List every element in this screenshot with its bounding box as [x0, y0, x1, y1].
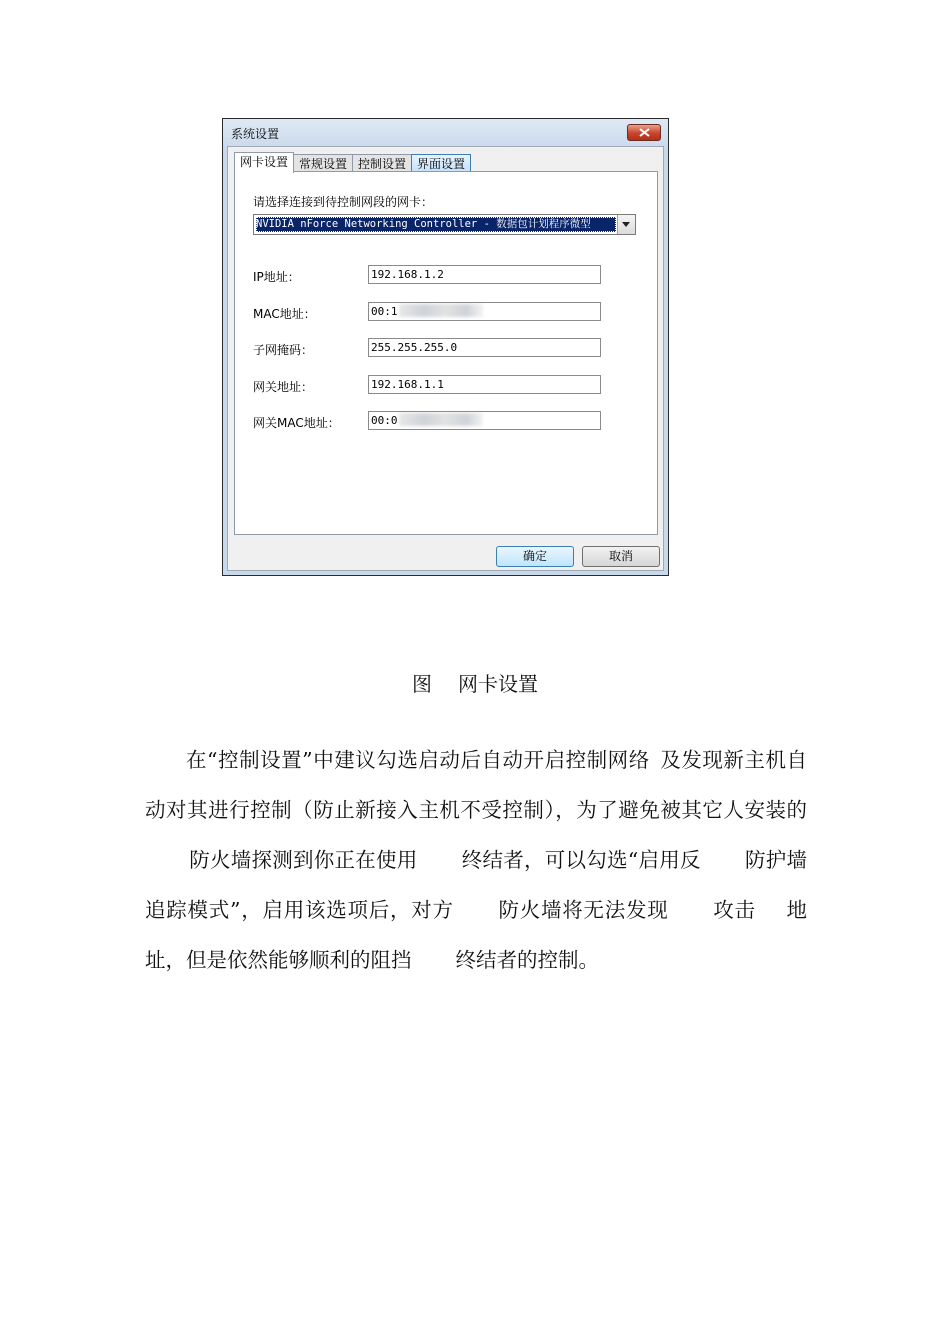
gateway-mac-blur-mask — [399, 413, 483, 426]
paragraph-segment: 地址，但是依然能够顺利的阻挡 — [145, 898, 808, 972]
ok-button[interactable]: 确定 — [496, 546, 574, 567]
mac-value: 00:1 — [371, 305, 398, 318]
title-bar[interactable] — [223, 119, 668, 145]
subnet-mask-field[interactable] — [368, 338, 601, 357]
ip-label: IP地址： — [253, 270, 300, 284]
gateway-mac-label: 网关MAC地址： — [253, 416, 340, 430]
tab-network-card[interactable]: 网卡设置 — [234, 152, 294, 173]
paragraph-segment: 终结者，可以勾选“启用反 — [461, 848, 701, 872]
body-paragraph — [145, 735, 807, 985]
ip-field[interactable] — [368, 265, 601, 284]
tab-interface[interactable]: 界面设置 — [411, 154, 471, 172]
gateway-label: 网关地址： — [253, 380, 314, 394]
dialog-title: 系统设置 — [231, 127, 280, 141]
adapter-dropdown-button[interactable] — [617, 215, 635, 234]
paragraph-segment: 攻击 — [712, 898, 756, 922]
paragraph-segment: 防火墙将无法发现 — [497, 898, 669, 922]
paragraph-segment: 防火墙探测到你正在使用 — [189, 848, 418, 872]
network-card-panel — [234, 171, 658, 535]
settings-dialog — [222, 118, 669, 576]
adapter-prompt: 请选择连接到待控制网段的网卡： — [253, 195, 434, 209]
gateway-mac-field[interactable] — [368, 411, 601, 430]
paragraph-segment: 及发现新主机自动对其进行控制（防止新接入主机不受控制），为了避免被其它人安装的 — [145, 748, 807, 822]
adapter-select[interactable] — [253, 214, 636, 235]
tab-general[interactable]: 常规设置 — [293, 154, 353, 172]
close-button[interactable] — [627, 124, 661, 141]
figure-caption-text: 网卡设置 — [458, 672, 538, 696]
mac-label: MAC地址： — [253, 307, 316, 321]
gateway-value: 192.168.1.1 — [371, 378, 444, 391]
gateway-field[interactable] — [368, 375, 601, 394]
figure-caption-prefix: 图 — [412, 672, 432, 696]
cancel-button[interactable]: 取消 — [582, 546, 660, 567]
close-icon — [639, 128, 650, 137]
subnet-mask-value: 255.255.255.0 — [371, 341, 458, 354]
subnet-mask-label: 子网掩码： — [253, 343, 314, 357]
dialog-client-area — [227, 146, 664, 571]
paragraph-segment: 在“控制设置”中建议勾选启动后自动开启控制网络 — [186, 748, 650, 772]
figure-caption — [0, 668, 950, 697]
gateway-mac-value: 00:0 — [371, 414, 398, 427]
ip-value: 192.168.1.2 — [371, 268, 444, 281]
mac-blur-mask — [399, 304, 483, 317]
paragraph-segment: 终结者的控制。 — [455, 948, 599, 972]
tab-strip — [234, 152, 470, 172]
mac-field[interactable] — [368, 302, 601, 321]
tab-control[interactable]: 控制设置 — [352, 154, 412, 172]
paragraph-segment: 防护墙追踪模式”，启用该选项后，对方 — [145, 848, 808, 922]
adapter-selected-value: NVIDIA nForce Networking Controller - 数据包计划程序微型 — [256, 217, 616, 232]
chevron-down-icon — [622, 222, 630, 227]
